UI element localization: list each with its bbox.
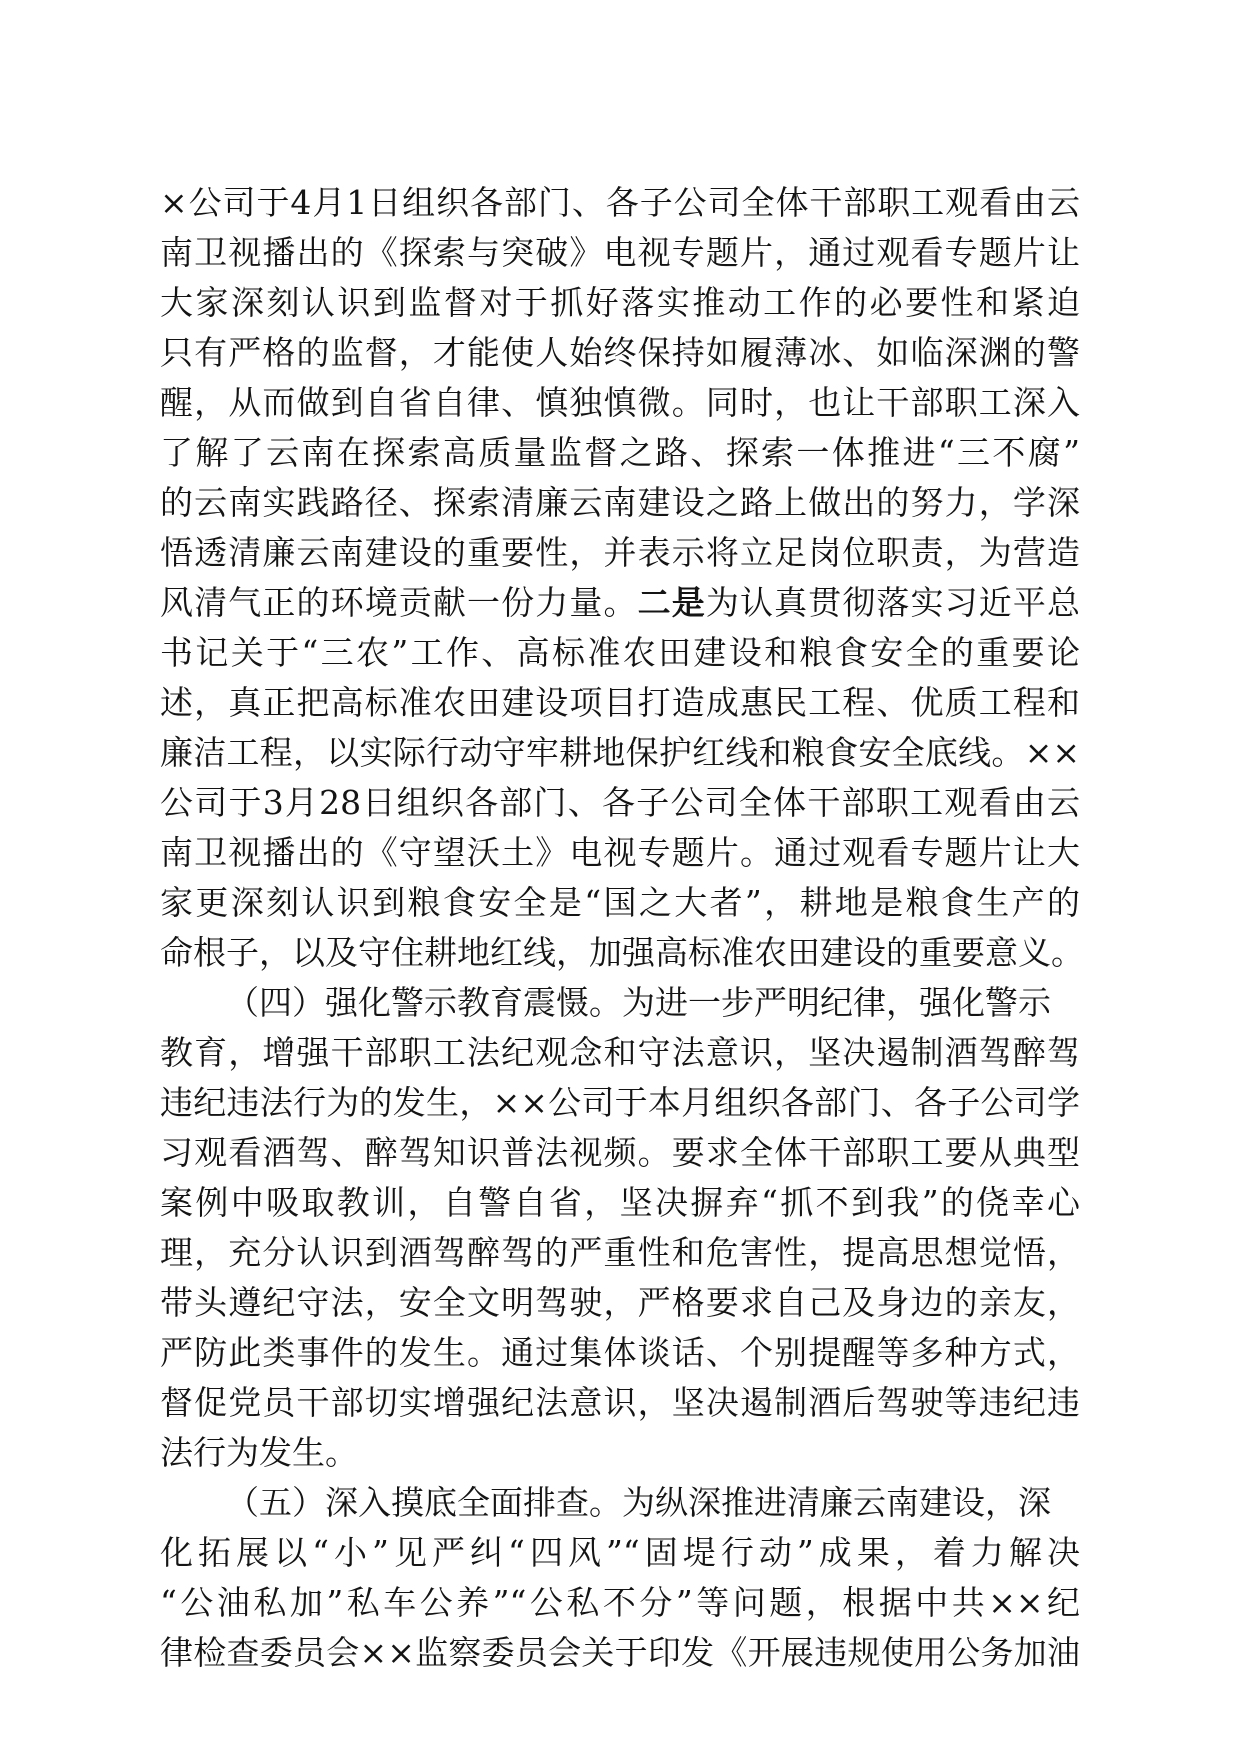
text-line: 律检查委员会××监察委员会关于印发《开展违规使用公务加油 <box>160 1633 1080 1672</box>
text-line: 法行为发生。 <box>160 1433 358 1472</box>
text-line: 督促党员干部切实增强纪法意识，坚决遏制酒后驾驶等违纪违 <box>160 1383 1080 1422</box>
text-line: 教育，增强干部职工法纪观念和守法意识，坚决遏制酒驾醉驾 <box>160 1033 1080 1072</box>
text-line: 理，充分认识到酒驾醉驾的严重性和危害性，提高思想觉悟， <box>160 1233 1080 1272</box>
text-line: 的云南实践路径、探索清廉云南建设之路上做出的努力，学深 <box>160 483 1080 522</box>
text-line: 醒，从而做到自省自律、慎独慎微。同时，也让干部职工深入 <box>160 383 1080 422</box>
text-line: 案例中吸取教训，自警自省，坚决摒弃“抓不到我”的侥幸心 <box>160 1183 1080 1222</box>
text-line: 述，真正把高标准农田建设项目打造成惠民工程、优质工程和 <box>160 683 1080 722</box>
text-line: “公油私加”私车公养”“公私不分”等问题，根据中共××纪 <box>160 1583 1080 1622</box>
text-line: 廉洁工程，以实际行动守牢耕地保护红线和粮食安全底线。×× <box>160 733 1080 772</box>
text-line: 书记关于“三农”工作、高标准农田建设和粮食安全的重要论 <box>160 633 1080 672</box>
text-line: 带头遵纪守法，安全文明驾驶，严格要求自己及身边的亲友， <box>160 1283 1080 1322</box>
text-line: 习观看酒驾、醉驾知识普法视频。要求全体干部职工要从典型 <box>160 1133 1080 1172</box>
text-line: 南卫视播出的《守望沃土》电视专题片。通过观看专题片让大 <box>160 833 1080 872</box>
text-line: ×公司于4月1日组织各部门、各子公司全体干部职工观看由云 <box>160 183 1080 222</box>
text-line: 严防此类事件的发生。通过集体谈话、个别提醒等多种方式， <box>160 1333 1080 1372</box>
text-segment: 风清气正的环境贡献一份力量。 <box>160 583 638 622</box>
text-line: 家更深刻认识到粮食安全是“国之大者”，耕地是粮食生产的 <box>160 883 1080 922</box>
text-line: 南卫视播出的《探索与突破》电视专题片，通过观看专题片让 <box>160 233 1080 272</box>
text-line: 化拓展以“小”见严纠“四风”“固堤行动”成果，着力解决 <box>160 1533 1080 1572</box>
text-line: 大家深刻认识到监督对于抓好落实推动工作的必要性和紧迫 <box>160 283 1080 322</box>
text-line: 悟透清廉云南建设的重要性，并表示将立足岗位职责，为营造 <box>160 533 1080 572</box>
text-line: 违纪违法行为的发生，××公司于本月组织各部门、各子公司学 <box>160 1083 1080 1122</box>
text-line: 了解了云南在探索高质量监督之路、探索一体推进“三不腐” <box>160 433 1080 472</box>
text-line <box>160 578 1080 628</box>
text-segment: 为认真贯彻落实习近平总 <box>705 583 1080 622</box>
text-line: 公司于3月28日组织各部门、各子公司全体干部职工观看由云 <box>160 783 1080 822</box>
section-heading-line: （四）强化警示教育震慑。为进一步严明纪律，强化警示 <box>226 983 1051 1022</box>
emphasis-text: 二是 <box>637 583 706 622</box>
text-line: 只有严格的监督，才能使人始终保持如履薄冰、如临深渊的警 <box>160 333 1080 372</box>
section-heading-line: （五）深入摸底全面排查。为纵深推进清廉云南建设，深 <box>226 1483 1051 1522</box>
document-body <box>160 178 1084 1678</box>
text-line: 命根子，以及守住耕地红线，加强高标准农田建设的重要意义。 <box>160 933 1084 972</box>
